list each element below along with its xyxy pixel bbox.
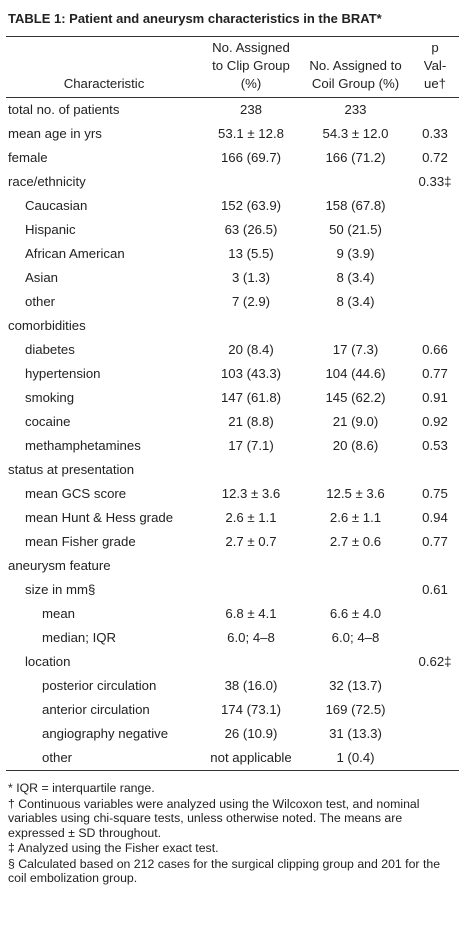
clip-cell [202,554,300,578]
clip-cell [202,578,300,602]
coil-cell [300,650,411,674]
p-value-cell [411,458,459,482]
p-value-cell [411,314,459,338]
coil-cell: 50 (21.5) [329,222,382,237]
p-value-cell: 0.77 [422,534,448,549]
p-value-cell: 0.33 [422,126,448,141]
p-value-cell: 0.77 [422,366,448,381]
footnotes [6,781,459,886]
table-row [6,434,459,458]
p-value-cell [411,554,459,578]
coil-cell: 2.6 ± 1.1 [329,510,382,525]
row-label: mean Hunt & Hess grade [25,510,174,525]
header-p-line2: Val- [423,58,447,73]
table-row [6,650,459,674]
header-characteristic [6,37,202,97]
table-body [6,98,459,770]
header-coil-line1: No. Assigned to [309,58,402,73]
row-label: status at presentation [8,462,135,477]
row-label: mean GCS score [25,486,127,501]
row-label: other [42,750,73,765]
p-value-cell [411,266,459,290]
table-row [6,506,459,530]
p-value-cell: 0.94 [422,510,448,525]
coil-cell: 104 (44.6) [325,366,386,381]
coil-cell [300,458,411,482]
clip-cell: 152 (63.9) [220,198,282,213]
coil-cell: 233 [344,102,367,117]
coil-cell: 145 (62.2) [325,390,386,405]
table-row [6,602,459,626]
coil-cell: 32 (13.7) [329,678,382,693]
coil-cell: 158 (67.8) [325,198,386,213]
coil-cell [300,170,411,194]
p-value-cell: 0.33‡ [418,174,452,189]
row-label: location [25,654,71,669]
row-label: anterior circulation [42,702,150,717]
p-value-cell: 0.62‡ [418,654,452,669]
p-value-cell [411,674,459,698]
coil-cell: 6.0; 4–8 [331,630,380,645]
clip-cell: 166 (69.7) [220,150,282,165]
table-row [6,458,459,482]
table-row [6,530,459,554]
p-value-cell: 0.66 [422,342,448,357]
header-clip-group [202,37,300,97]
row-label: other [25,294,56,309]
p-value-cell [411,290,459,314]
p-value-cell: 0.75 [422,486,448,501]
p-value-cell: 0.92 [422,414,448,429]
table-row [6,410,459,434]
clip-cell: 38 (16.0) [224,678,278,693]
footnote-cases: § Calculated based on 212 cases for the surgical clipping group and 201 for the coil embolization group. [8,856,441,885]
clip-cell: 3 (1.3) [231,270,271,285]
coil-cell: 17 (7.3) [332,342,379,357]
coil-cell: 2.7 ± 0.6 [329,534,382,549]
characteristics-table [6,37,459,770]
clip-cell: 6.8 ± 4.1 [225,606,277,621]
p-value-cell: 0.91 [422,390,448,405]
p-value-cell: 0.61 [422,582,448,597]
p-value-cell [411,242,459,266]
row-label: mean [42,606,75,621]
footnote-iqr: * IQR = interquartile range. [8,781,155,795]
p-value-cell: 0.72 [422,150,448,165]
coil-cell: 166 (71.2) [325,150,386,165]
clip-cell: 6.0; 4–8 [227,630,275,645]
coil-cell: 9 (3.9) [336,246,375,261]
table-row [6,362,459,386]
clip-cell: 7 (2.9) [231,294,271,309]
coil-cell: 21 (9.0) [332,414,379,429]
table-row [6,626,459,650]
clip-cell: 17 (7.1) [228,438,274,453]
coil-cell [300,314,411,338]
row-label: cocaine [25,414,71,429]
table-row [6,386,459,410]
table-row [6,290,459,314]
table-row [6,194,459,218]
table-row [6,218,459,242]
clip-cell [202,170,300,194]
header-p-line3: ue† [423,76,446,91]
row-label: size in mm§ [25,582,96,597]
header-coil-line2: Coil Group (%) [311,76,400,91]
header-coil-group [300,37,411,97]
table-row [6,146,459,170]
coil-cell: 8 (3.4) [336,294,375,309]
p-value-cell [411,602,459,626]
coil-cell: 20 (8.6) [332,438,379,453]
row-label: smoking [25,390,75,405]
clip-cell: 2.6 ± 1.1 [225,510,277,525]
header-clip-line3: (%) [240,76,262,91]
header-p-value [411,37,459,97]
table-row [6,98,459,122]
row-label: mean Fisher grade [25,534,136,549]
clip-cell: 147 (61.8) [220,390,282,405]
clip-cell: 20 (8.4) [228,342,274,357]
row-label: Hispanic [25,222,76,237]
clip-cell: 103 (43.3) [220,366,282,381]
row-label: Caucasian [25,198,88,213]
header-p-line1: p [431,40,439,55]
coil-cell: 8 (3.4) [336,270,375,285]
row-label: methamphetamines [25,438,141,453]
clip-cell: 13 (5.5) [228,246,274,261]
coil-cell [300,554,411,578]
clip-cell: 53.1 ± 12.8 [218,126,284,141]
row-label: race/ethnicity [8,174,86,189]
clip-cell: 238 [239,102,262,117]
row-label: angiography negative [42,726,169,741]
clip-cell [202,458,300,482]
clip-cell [202,650,300,674]
row-label: female [8,150,48,165]
table-row [6,242,459,266]
clip-cell: not applicable [210,750,292,765]
row-label: aneurysm feature [8,558,111,573]
p-value-cell [411,218,459,242]
clip-cell: 21 (8.8) [228,414,274,429]
row-label: African American [25,246,125,261]
p-value-cell: 0.53 [422,438,448,453]
clip-cell: 12.3 ± 3.6 [221,486,281,501]
header-clip-line1: No. Assigned [212,40,290,55]
p-value-cell [411,194,459,218]
coil-cell: 169 (72.5) [325,702,386,717]
p-value-cell [411,98,459,122]
table-row [6,122,459,146]
row-label: diabetes [25,342,75,357]
clip-cell: 26 (10.9) [224,726,278,741]
row-label: mean age in yrs [8,126,102,141]
table-row [6,314,459,338]
footnote-fisher: ‡ Analyzed using the Fisher exact test. [8,841,219,855]
clip-cell [202,314,300,338]
table-row [6,266,459,290]
coil-cell: 12.5 ± 3.6 [326,486,385,501]
row-label: Asian [25,270,58,285]
table-row [6,746,459,770]
clip-cell: 63 (26.5) [224,222,278,237]
p-value-cell [411,626,459,650]
clip-cell: 174 (73.1) [220,702,282,717]
table-row [6,338,459,362]
bottom-rule [6,770,459,771]
table-header [6,37,459,98]
table-row [6,722,459,746]
row-label: posterior circulation [42,678,157,693]
coil-cell: 1 (0.4) [336,750,375,765]
row-label: hypertension [25,366,101,381]
row-label: median; IQR [42,630,117,645]
header-characteristic-label: Characteristic [63,76,145,91]
coil-cell: 6.6 ± 4.0 [329,606,382,621]
coil-cell [300,578,411,602]
p-value-cell [411,722,459,746]
clip-cell: 2.7 ± 0.7 [225,534,277,549]
footnote-statistics: † Continuous variables were analyzed using the Wilcoxon test, and nominal variables using chi-square tests, unless otherwise noted. The means are expressed ± SD throughout. [8,796,420,840]
p-value-cell [411,698,459,722]
table-row [6,482,459,506]
row-label: comorbidities [8,318,86,333]
table-row [6,698,459,722]
p-value-cell [411,746,459,770]
row-label: total no. of patients [8,102,120,117]
table-title: TABLE 1: Patient and aneurysm characteristics in the BRAT* [8,11,382,26]
table-row [6,170,459,194]
table-row [6,554,459,578]
coil-cell: 31 (13.3) [329,726,382,741]
table-row [6,578,459,602]
header-clip-line2: to Clip Group [212,58,290,73]
table-row [6,674,459,698]
coil-cell: 54.3 ± 12.0 [322,126,389,141]
